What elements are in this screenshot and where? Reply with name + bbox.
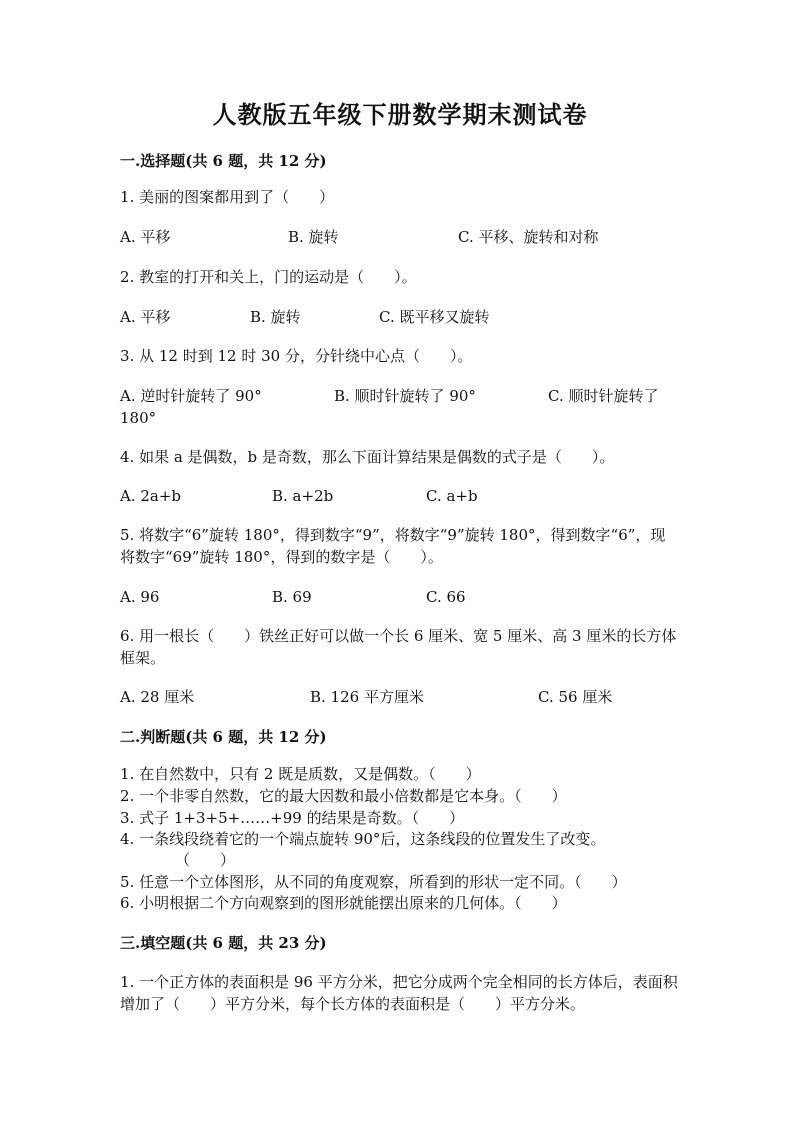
option: B. 旋转	[250, 308, 301, 326]
judge-item: 3. 式子 1+3+5+……+99 的结果是奇数。（ ）	[120, 809, 465, 827]
option: C. 56 厘米	[538, 688, 613, 706]
option: A. 2a+b	[120, 487, 182, 505]
option: B. 126 平方厘米	[310, 688, 424, 706]
option: A. 平移	[120, 308, 171, 326]
section-heading-judge: 二.判断题(共 6 题，共 12 分)	[120, 728, 327, 746]
judge-item: 1. 在自然数中，只有 2 既是质数，又是偶数。（ ）	[120, 765, 481, 783]
question-stem: 4. 如果 a 是偶数，b 是奇数，那么下面计算结果是偶数的式子是（ ）。	[120, 448, 615, 466]
option: C. 66	[426, 588, 466, 606]
option-row	[120, 485, 700, 507]
option: C. 顺时针旋转了	[548, 387, 659, 405]
question-stem: 6. 用一根长（ ）铁丝正好可以做一个长 6 厘米、宽 5 厘米、高 3 厘米的长方体框架。	[120, 627, 677, 667]
option: A. 平移	[120, 228, 171, 246]
option-continuation: 180°	[120, 409, 157, 427]
question-stem: 5. 将数字“6”旋转 180°，得到数字“9”，将数字“9”旋转 180°，得到数字“6”，现将数字“69”旋转 180°，得到的数字是（ ）。	[120, 526, 666, 566]
option-row	[120, 226, 700, 248]
option-row	[120, 686, 700, 708]
option: C. 平移、旋转和对称	[458, 228, 599, 246]
option-row	[120, 385, 700, 407]
option: C. a+b	[426, 487, 478, 505]
option: A. 逆时针旋转了 90°	[120, 387, 262, 405]
question-stem: 1. 美丽的图案都用到了（ ）	[120, 188, 335, 206]
question-stem: 2. 教室的打开和关上，门的运动是（ ）。	[120, 268, 417, 286]
option: B. 顺时针旋转了 90°	[334, 387, 476, 405]
judge-item: 6. 小明根据二个方向观察到的图形就能摆出原来的几何体。（ ）	[120, 894, 567, 912]
fill-question: 1. 一个正方体的表面积是 96 平方分米，把它分成两个完全相同的长方体后，表面积增加了（ ）平方分米，每个长方体的表面积是（ ）平方分米。	[120, 973, 678, 1013]
judge-item: 5. 任意一个立体图形，从不同的角度观察，所看到的形状一定不同。（ ）	[120, 873, 627, 891]
option: A. 96	[120, 588, 160, 606]
judge-item: 4. 一条线段绕着它的一个端点旋转 90°后，这条线段的位置发生了改变。	[120, 830, 606, 848]
option-row	[120, 586, 700, 608]
option: C. 既平移又旋转	[379, 308, 490, 326]
judge-item: 2. 一个非零自然数，它的最大因数和最小倍数都是它本身。（ ）	[120, 787, 567, 805]
section-heading-fill: 三.填空题(共 6 题，共 23 分)	[120, 934, 327, 952]
section-heading-choice: 一.选择题(共 6 题，共 12 分)	[120, 152, 327, 170]
option: B. 69	[272, 588, 312, 606]
question-stem: 3. 从 12 时到 12 时 30 分，分针绕中心点（ ）。	[120, 347, 473, 365]
option-row	[120, 306, 700, 328]
page-title: 人教版五年级下册数学期末测试卷	[212, 100, 588, 129]
judge-item-bracket: （ ）	[175, 851, 236, 869]
option: A. 28 厘米	[120, 688, 195, 706]
option: B. a+2b	[272, 487, 334, 505]
option: B. 旋转	[288, 228, 339, 246]
